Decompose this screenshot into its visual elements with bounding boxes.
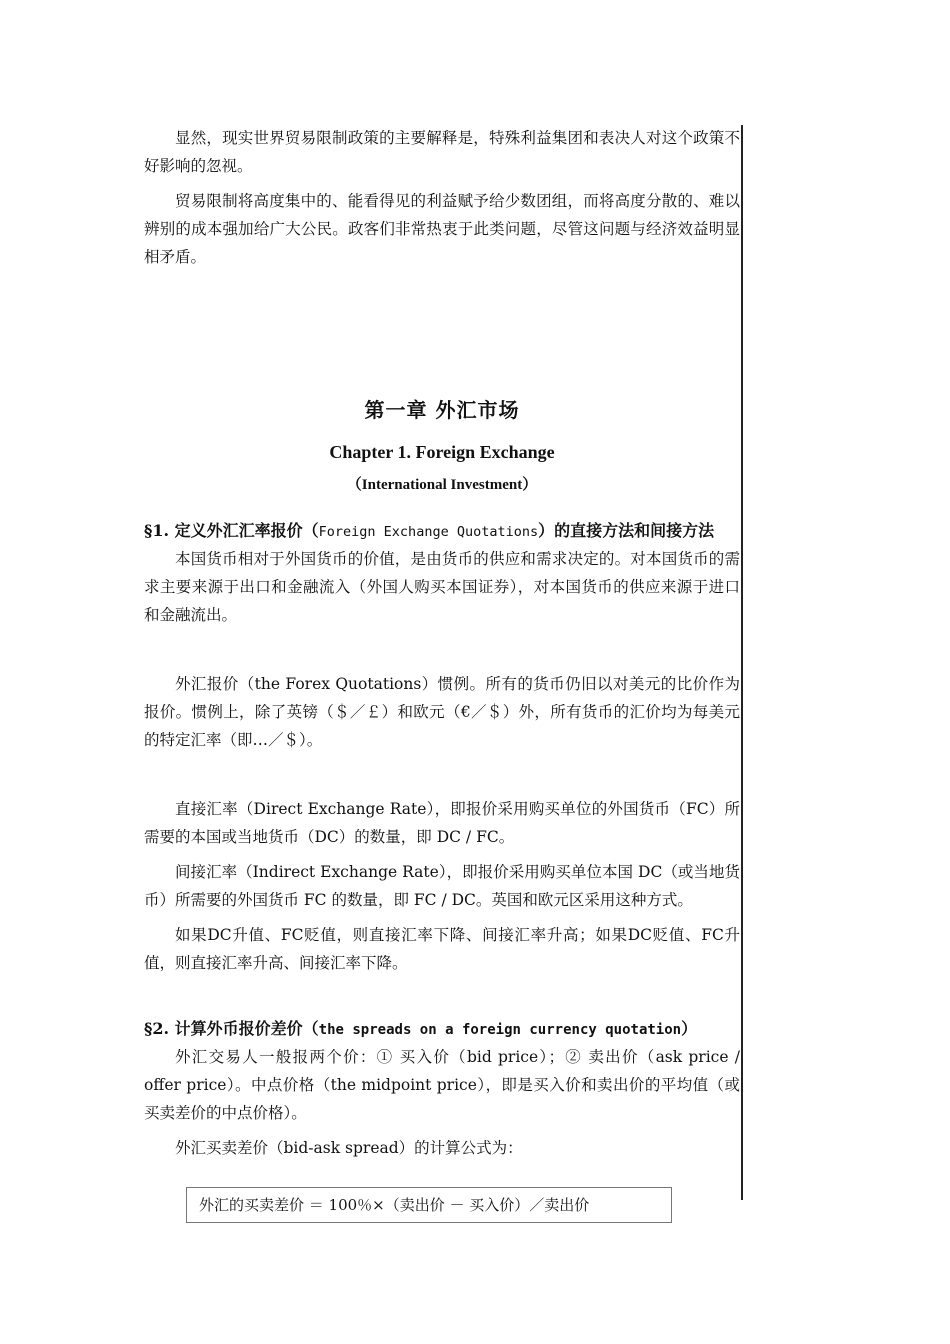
section-1-heading-suffix: ）的直接方法和间接方法 <box>538 521 715 540</box>
paragraph: 本国货币相对于外国货币的价值，是由货币的供应和需求决定的。对本国货币的需求主要来源于出口和金融流入（外国人购买本国证券），对本国货币的供应来源于进口和金融流出。 <box>144 550 740 624</box>
chapter-subtitle: （International Investment） <box>346 477 538 493</box>
formula-box: 外汇的买卖差价 ＝ 100％×（卖出价 － 买入价）／卖出价 <box>186 1187 672 1223</box>
paragraph: 显然，现实世界贸易限制政策的主要解释是，特殊利益集团和表决人对这个政策不好影响的忽视。 <box>144 129 740 175</box>
chapter-title-en: Chapter 1. Foreign Exchange <box>329 442 555 462</box>
section-2-heading-term: the spreads on a foreign currency quotation <box>318 1022 682 1038</box>
section-1-heading <box>144 518 740 545</box>
paragraph: 如果DC升值、FC贬值，则直接汇率下降、间接汇率升高；如果DC贬值、FC升值，则直接汇率升高、间接汇率下降。 <box>144 926 740 972</box>
spacer <box>144 278 740 390</box>
section-2-heading-prefix: §2. 计算外币报价差价（ <box>144 1019 319 1038</box>
paragraph: 间接汇率（Indirect Exchange Rate），即报价采用购买单位本国 DC（或当地货币）所需要的外国货币 FC 的数量，即 FC / DC。英国和欧元区采用这种方式。 <box>144 863 740 909</box>
section-1-heading-prefix: §1. 定义外汇汇率报价（ <box>144 521 319 540</box>
section-2-heading-suffix: ） <box>681 1019 698 1038</box>
paragraph: 外汇买卖差价（bid-ask spread）的计算公式为： <box>175 1139 523 1157</box>
spacer <box>144 761 740 795</box>
spacer <box>144 984 740 1000</box>
section-2-heading <box>144 1016 740 1043</box>
paragraph: 外汇报价（the Forex Quotations）惯例。所有的货币仍旧以对美元的比价作为报价。惯例上，除了英镑（＄／￡）和欧元（€／＄）外，所有货币的汇价均为每美元的特定汇率（即…／＄）。 <box>144 675 740 749</box>
chapter-title-cn: 第一章 外汇市场 <box>364 398 520 422</box>
paragraph: 直接汇率（Direct Exchange Rate），即报价采用购买单位的外国货币（FC）所需要的本国或当地货币（DC）的数量，即 DC / FC。 <box>144 800 740 846</box>
spacer <box>144 636 740 670</box>
section-1-heading-term: Foreign Exchange Quotations <box>318 524 539 540</box>
paragraph: 外汇交易人一般报两个价：① 买入价（bid price）；② 卖出价（ask price / offer price）。中点价格（the midpoint price），即是买入价和卖出价的平均值（或买卖差价的中点价格）。 <box>144 1048 740 1122</box>
page-margin-rule <box>741 125 743 1200</box>
paragraph: 贸易限制将高度集中的、能看得见的利益赋予给少数团组，而将高度分散的、难以辨别的成本强加给广大公民。政客们非常热衷于此类问题，尽管这问题与经济效益明显相矛盾。 <box>144 192 740 266</box>
document-body <box>144 124 740 1169</box>
